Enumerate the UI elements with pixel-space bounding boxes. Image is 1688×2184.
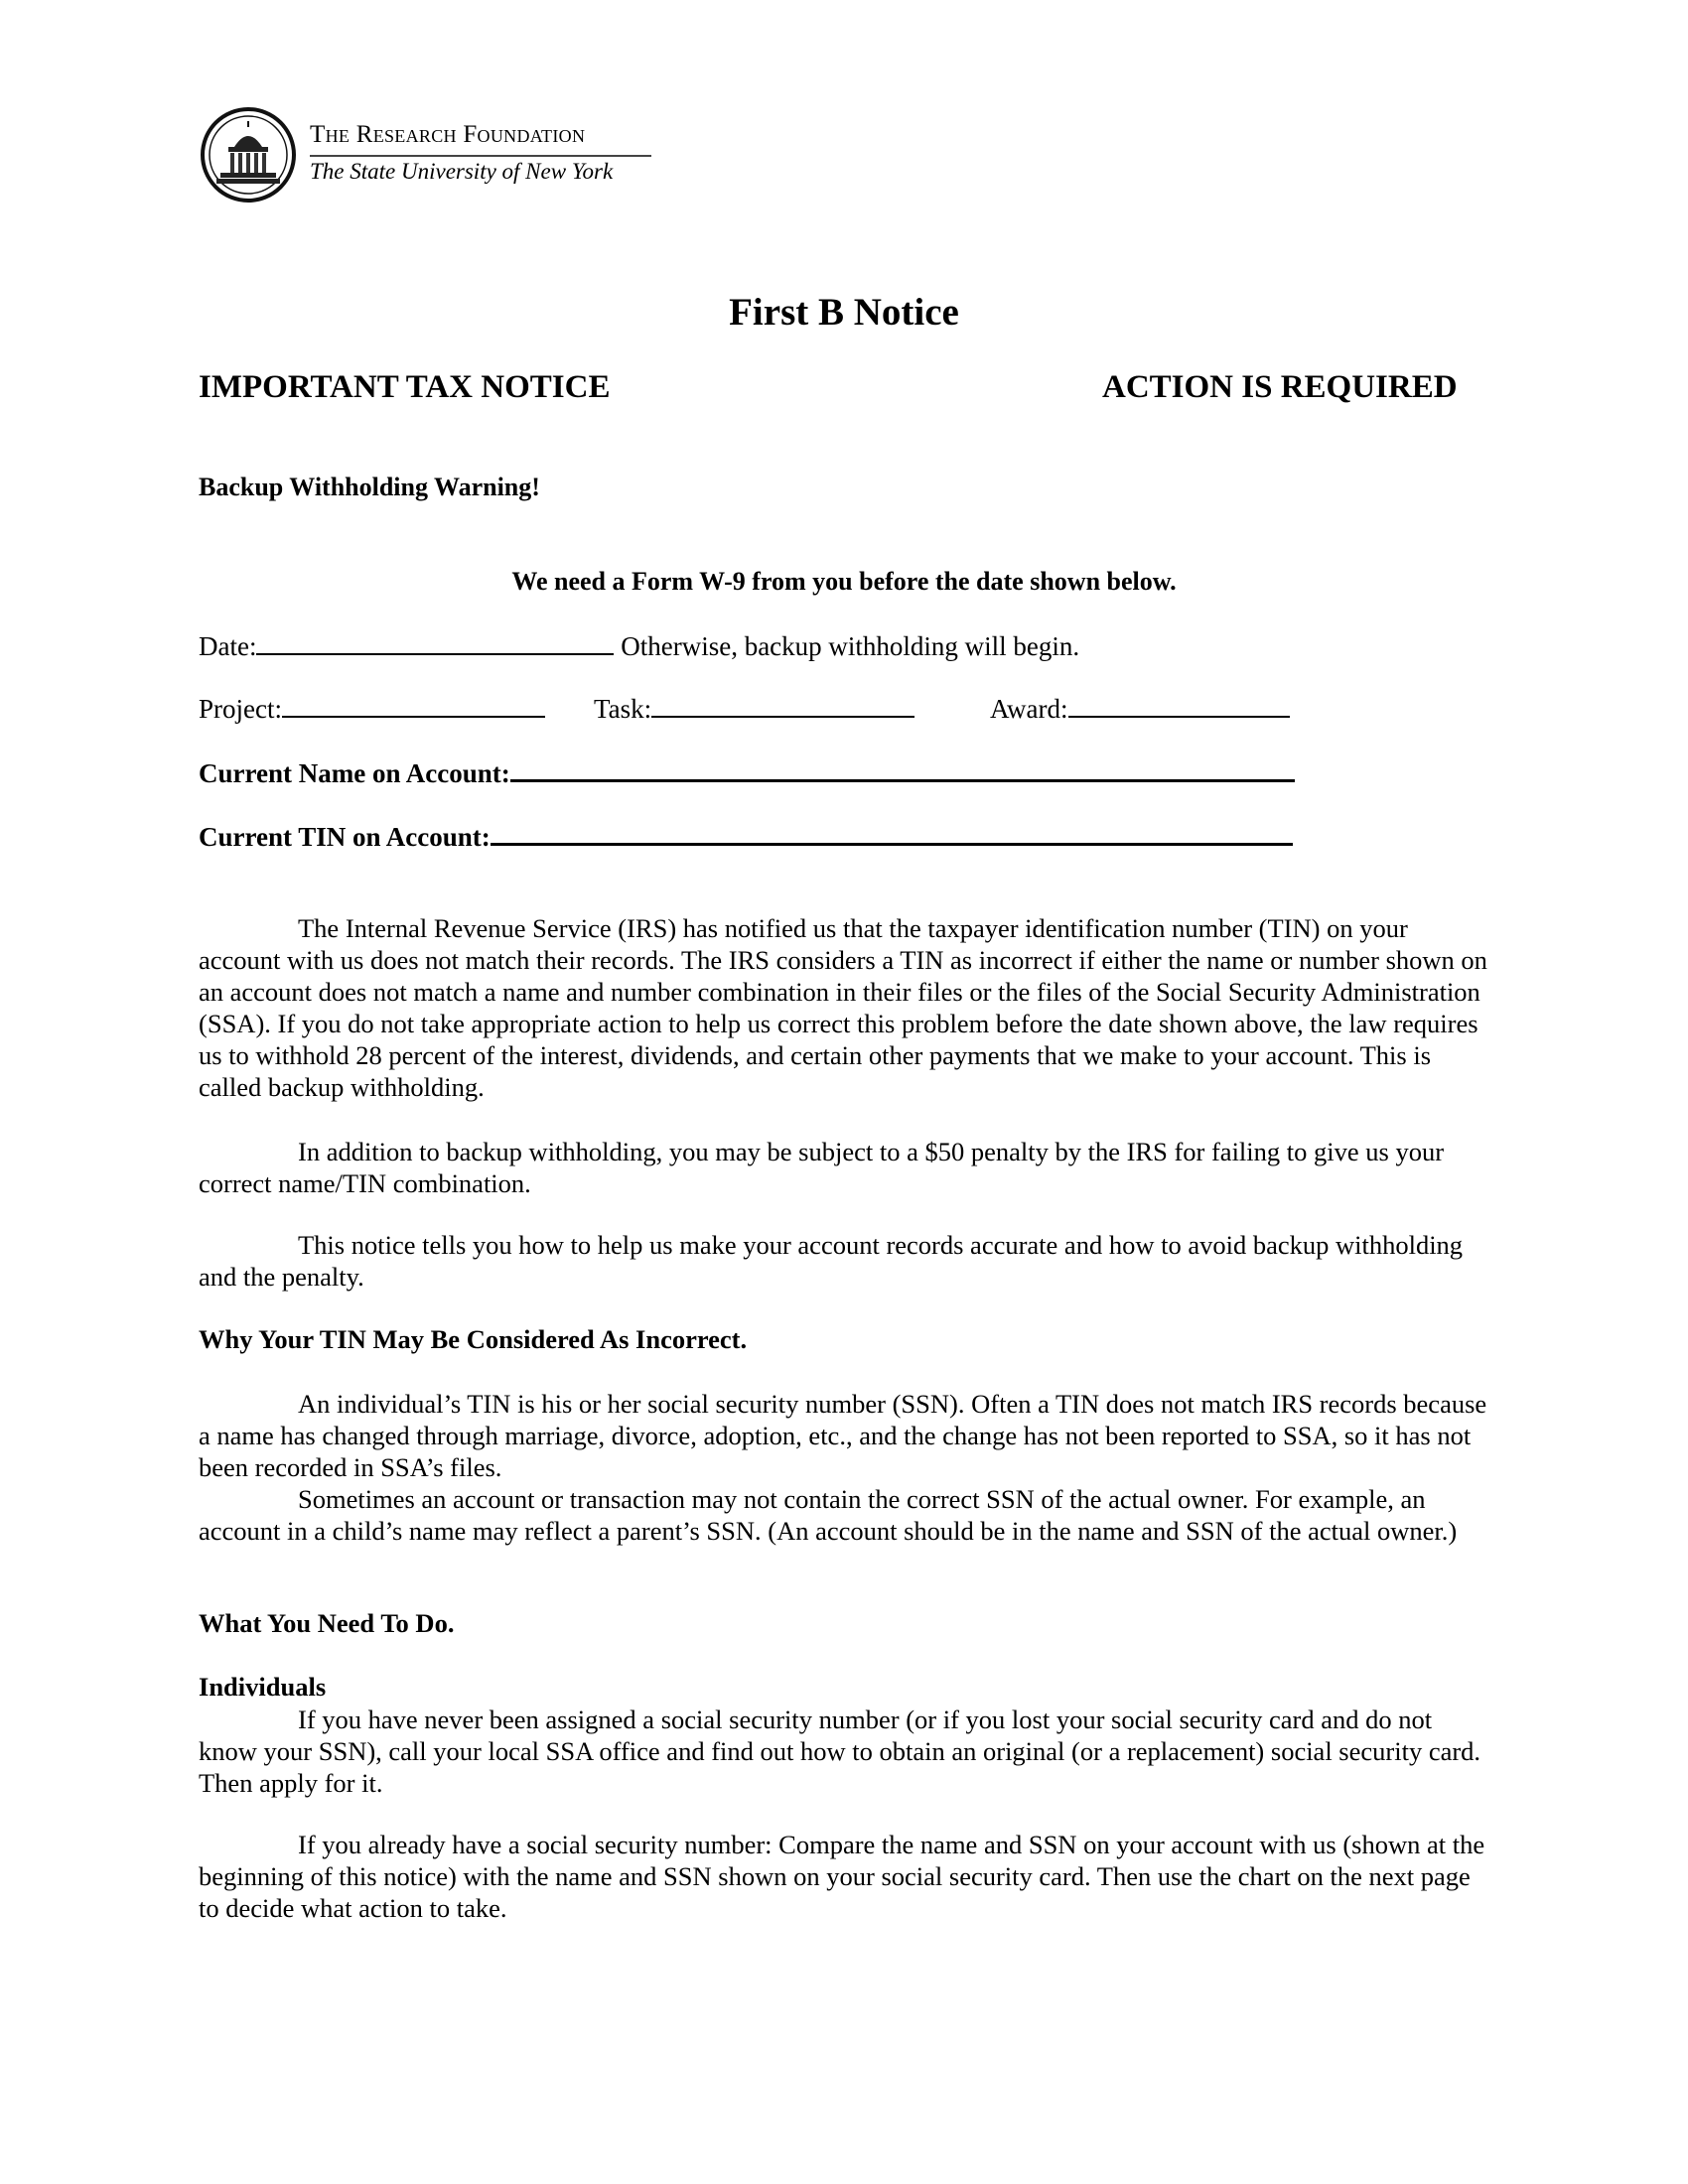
form-w9-request: We need a Form W-9 from you before the date shown below. — [511, 567, 1177, 596]
project-field[interactable] — [282, 692, 545, 718]
task-field[interactable] — [651, 692, 914, 718]
university-seal-icon — [199, 105, 298, 205]
heading-individuals: Individuals — [199, 1672, 327, 1702]
header-action-required: ACTION IS REQUIRED — [1102, 369, 1458, 405]
paragraph-no-ssn: If you have never been assigned a social security number (or if you lost your social security card and do not know your SSN), call your local SSA office and find out how to obtain an original (or a replacement) social security card. Then apply for it. — [199, 1705, 1481, 1798]
logo-subtitle: The State University of New York — [310, 159, 614, 184]
date-suffix: Otherwise, backup withholding will begin. — [621, 631, 1080, 661]
name-row — [199, 755, 1295, 789]
header-important-tax-notice: IMPORTANT TAX NOTICE — [199, 369, 611, 405]
heading-what-to-do: What You Need To Do. — [199, 1608, 455, 1638]
project-label: Project: — [199, 694, 282, 724]
paragraph-wrong-owner: Sometimes an account or transaction may not contain the correct SSN of the actual owner. For example, an account in a child’s name may reflect a parent’s SSN. (An account should be in the name and SSN of the actual owner.) — [199, 1484, 1458, 1546]
paragraph-irs-notification: The Internal Revenue Service (IRS) has notified us that the taxpayer identification number (TIN) on your account with us does not match their records. The IRS considers a TIN as incorrect if either the name or number shown on an account does not match a name and number combination in their files or the files of the Social Security Administration (SSA). If you do not take appropriate action to help us correct this problem before the date shown above, the law requires us to withhold 28 percent of the interest, dividends, and certain other payments that we make to your account. This is called backup withholding. — [199, 913, 1487, 1102]
award-field[interactable] — [1068, 692, 1290, 718]
logo-divider — [310, 155, 651, 157]
project-row — [199, 692, 545, 725]
research-foundation-logo — [199, 97, 655, 205]
paragraph-notice-purpose: This notice tells you how to help us make your account records accurate and how to avoid backup withholding and the penalty. — [199, 1230, 1464, 1292]
paragraph-ssn-mismatch: An individual’s TIN is his or her social security number (SSN). Often a TIN does not match IRS records because a name has changed through marriage, divorce, adoption, etc., and the change has not been reported to SSA, so it has not been recorded in SSA’s files. — [199, 1389, 1487, 1482]
date-row — [199, 629, 1079, 662]
task-row — [594, 692, 914, 725]
task-label: Task: — [594, 694, 652, 724]
name-field[interactable] — [510, 755, 1295, 782]
paragraph-have-ssn: If you already have a social security number: Compare the name and SSN on your account with us (shown at the beginning of this notice) with the name and SSN shown on your social security card. Then use the chart on the next page to decide what action to take. — [199, 1830, 1485, 1923]
notice-title: First B Notice — [729, 291, 959, 334]
name-label: Current Name on Account: — [199, 758, 510, 788]
logo-title: The Research Foundation — [310, 121, 586, 148]
award-row — [990, 692, 1290, 725]
tin-label: Current TIN on Account: — [199, 822, 491, 852]
paragraph-penalty: In addition to backup withholding, you may be subject to a $50 penalty by the IRS for failing to give us your correct name/TIN combination. — [199, 1137, 1445, 1198]
heading-why-tin-incorrect: Why Your TIN May Be Considered As Incorrect. — [199, 1324, 748, 1354]
tin-row — [199, 819, 1293, 853]
tin-field[interactable] — [491, 819, 1293, 846]
date-field[interactable] — [256, 629, 614, 655]
award-label: Award: — [990, 694, 1068, 724]
backup-withholding-warning: Backup Withholding Warning! — [199, 473, 540, 501]
date-label: Date: — [199, 631, 257, 661]
